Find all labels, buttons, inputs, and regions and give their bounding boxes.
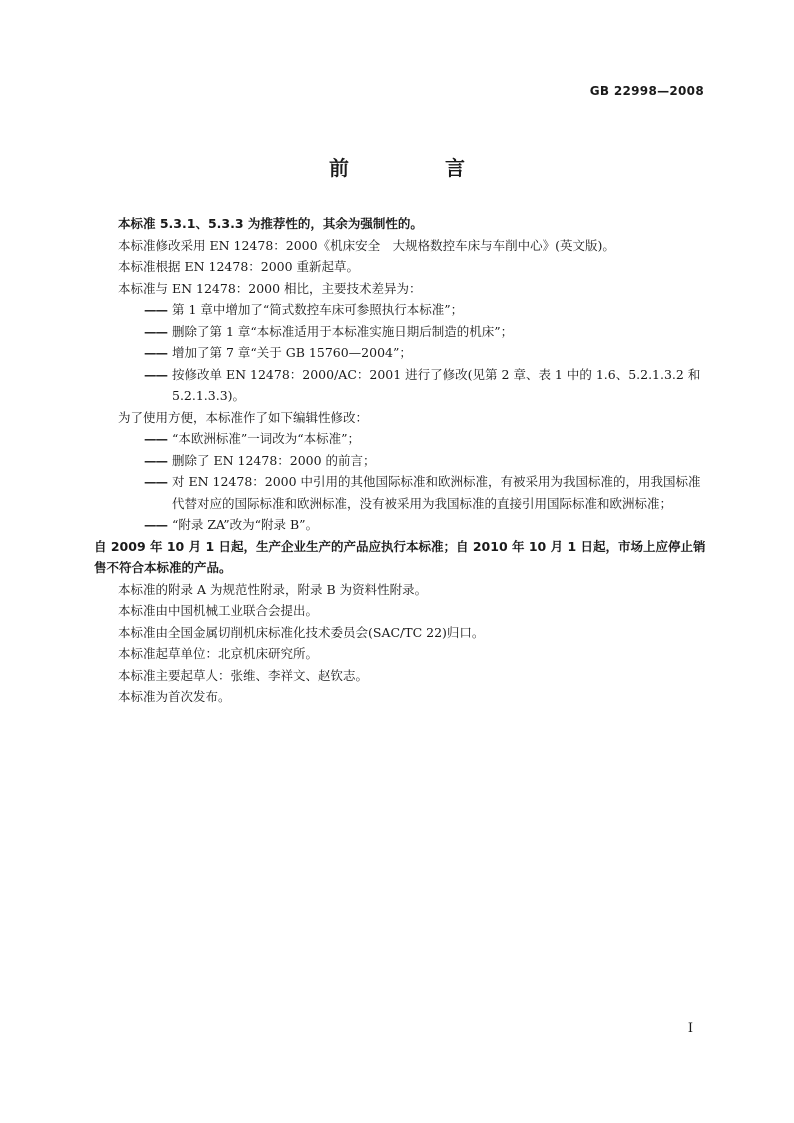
paragraph-drafting-unit: 本标准起草单位：北京机床研究所。 [118,646,319,661]
list-item [118,342,708,364]
list-item-text: 对 EN 12478：2000 中引用的其他国际标准和欧洲标准，有被采用为我国标准的，用我国标准代替对应的国际标准和欧洲标准，没有被采用为我国标准的直接引用国际标准和欧洲标准； [172,474,701,511]
dash-marker: —— [144,345,167,360]
list-item [118,299,708,321]
page-title: 前 言 [329,156,503,180]
paragraph-editorial-intro: 为了使用方便，本标准作了如下编辑性修改： [118,409,369,425]
editorial-changes-list [118,428,708,536]
list-item-text: 按修改单 EN 12478：2000/AC：2001 进行了修改(见第 2 章、表 1 中的 1.6、5.2.1.3.2 和 5.2.1.3.3)。 [172,366,701,403]
dash-marker: —— [144,431,167,446]
list-item-text: 删除了第 1 章“本标准适用于本标准实施日期后制造的机床”； [172,323,514,339]
paragraph-first-release: 本标准为首次发布。 [118,689,231,704]
paragraph-redrafted: 本标准根据 EN 12478：2000 重新起草。 [118,259,360,274]
paragraph-recommended-clauses: 本标准 5.3.1、5.3.3 为推荐性的，其余为强制性的。 [118,216,423,231]
dash-marker: —— [144,517,167,532]
paragraph-administered-by: 本标准由全国金属切削机床标准化技术委员会(SAC/TC 22)归口。 [118,624,485,640]
paragraph-drafters: 本标准主要起草人：张维、李祥文、赵钦志。 [118,667,369,683]
paragraph-proposed-by: 本标准由中国机械工业联合会提出。 [118,603,319,618]
list-item [118,450,708,472]
dash-marker: —— [144,366,167,382]
technical-differences-list [118,299,708,407]
dash-marker: —— [144,302,167,317]
page-number: I [687,1021,693,1036]
list-item [118,321,708,343]
list-item [118,364,708,407]
paragraph-implementation-dates: 自 2009 年 10 月 1 日起，生产企业生产的产品应执行本标准；自 2010 年 10 月 1 日起，市场上应停止销售不符合本标准的产品。 [94,538,706,575]
foreword-body [94,213,708,708]
list-item-text: “附录 ZA”改为“附录 B”。 [172,517,319,532]
paragraph-annexes: 本标准的附录 A 为规范性附录，附录 B 为资料性附录。 [118,581,428,597]
dash-marker: —— [144,474,167,489]
list-item [118,428,708,450]
paragraph-technical-differences-intro: 本标准与 EN 12478：2000 相比，主要技术差异为： [118,280,422,296]
list-item-text: 删除了 EN 12478：2000 的前言； [172,452,376,468]
dash-marker: —— [144,452,167,468]
paragraph-modified-adoption: 本标准修改采用 EN 12478：2000《机床安全 大规格数控车床与车削中心》(英文版)。 [118,237,615,253]
standard-code: GB 22998—2008 [589,84,704,98]
list-item [118,514,708,536]
list-item [118,471,708,514]
list-item-text: 增加了第 7 章“关于 GB 15760—2004”； [172,345,412,360]
dash-marker: —— [144,323,167,339]
list-item-text: “本欧洲标准”一词改为“本标准”； [172,431,361,446]
list-item-text: 第 1 章中增加了“简式数控车床可参照执行本标准”； [172,302,464,317]
